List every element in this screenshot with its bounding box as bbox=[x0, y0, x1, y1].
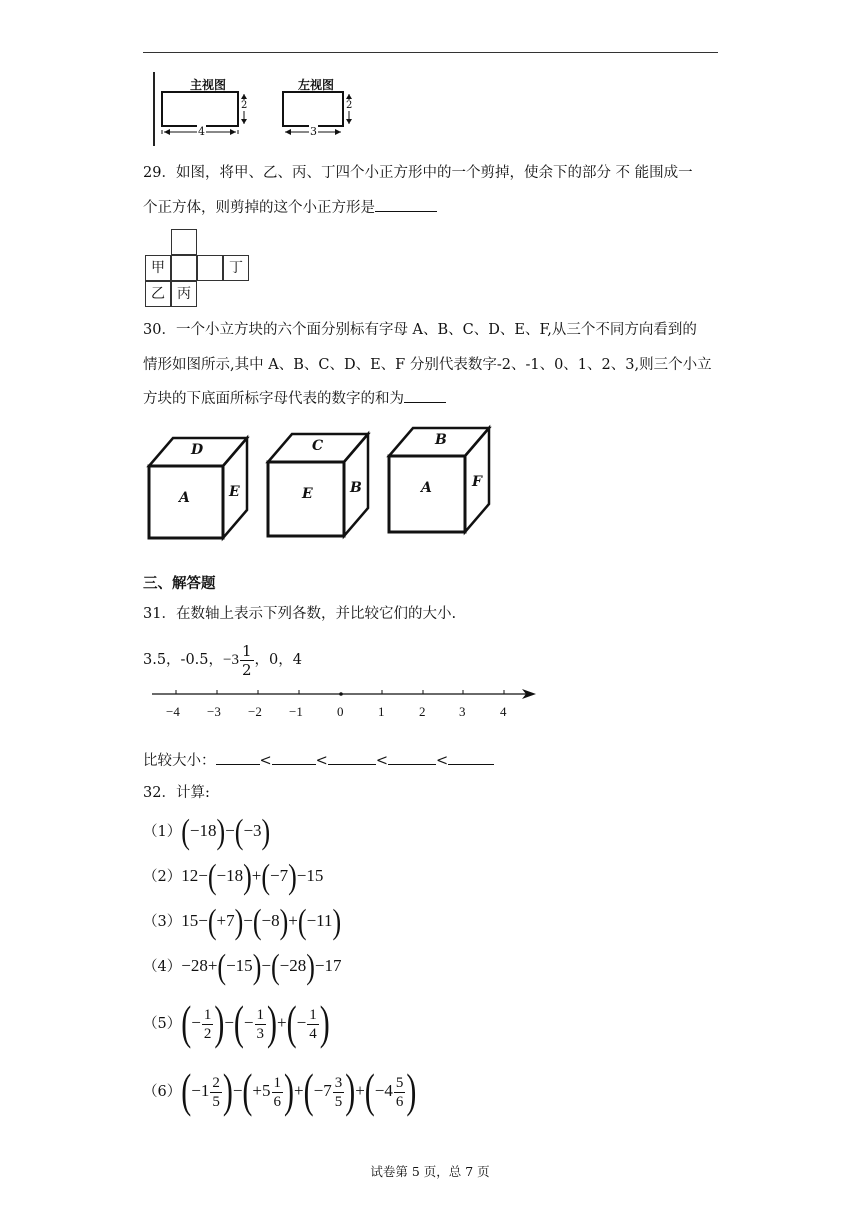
cube-2 bbox=[264, 428, 376, 540]
left-view-title: 左视图 bbox=[298, 78, 335, 92]
expr-6 bbox=[181, 1064, 417, 1118]
paren: ) bbox=[222, 1064, 233, 1118]
paren: ( bbox=[303, 1064, 314, 1118]
denominator: 5 bbox=[212, 1093, 220, 1110]
term: −1 bbox=[191, 1081, 210, 1100]
q30-line1: 30．一个小立方块的六个面分别标有字母 A、B、C、D、E、F,从三个不同方向看到的 bbox=[143, 322, 697, 338]
fraction bbox=[333, 1074, 345, 1111]
paren: ( bbox=[252, 901, 262, 941]
cube-2-top: C bbox=[312, 438, 324, 454]
q31-numbers bbox=[143, 640, 302, 680]
part-label: （1） bbox=[143, 824, 182, 840]
fraction bbox=[307, 1006, 319, 1043]
paren: ) bbox=[279, 901, 289, 941]
front-view-title: 主视图 bbox=[190, 78, 227, 92]
numerator: 1 bbox=[256, 1006, 265, 1023]
term: −11 bbox=[306, 911, 333, 930]
expr-3 bbox=[181, 901, 342, 941]
part-label: （4） bbox=[143, 959, 182, 975]
q31-numbers-b: ，0，4 bbox=[254, 652, 302, 668]
operator: − bbox=[225, 821, 235, 840]
paren: ) bbox=[406, 1064, 417, 1118]
q30-answer-blank[interactable] bbox=[404, 388, 446, 403]
header-rule bbox=[143, 52, 718, 53]
term: −15 bbox=[296, 866, 324, 885]
q29-answer-blank[interactable] bbox=[375, 197, 437, 212]
q32-part-4 bbox=[143, 946, 342, 986]
denominator: 6 bbox=[395, 1093, 404, 1110]
expr-5 bbox=[181, 996, 330, 1050]
q31-prompt: 31．在数轴上表示下列各数，并比较它们的大小. bbox=[143, 606, 457, 622]
q31-numbers-a: 3.5，-0.5， bbox=[143, 652, 224, 668]
operator: − bbox=[224, 1013, 234, 1032]
paren: ) bbox=[288, 856, 297, 896]
paren: ( bbox=[181, 1064, 192, 1118]
net-cell-ding: 丁 bbox=[223, 255, 249, 281]
operator: − bbox=[261, 956, 271, 975]
q29-line2-wrap bbox=[143, 197, 437, 218]
q32-part-2 bbox=[143, 856, 324, 896]
left-width-label: 3 bbox=[310, 125, 317, 138]
compare-blank-4[interactable] bbox=[388, 750, 436, 765]
part-label: （6） bbox=[143, 1084, 182, 1100]
tick-label: −2 bbox=[248, 704, 262, 719]
cube-3 bbox=[385, 424, 497, 536]
paren: ) bbox=[234, 901, 244, 941]
compare-blank-2[interactable] bbox=[272, 750, 316, 765]
cube-2-side: B bbox=[350, 480, 362, 496]
net-top-cell bbox=[171, 229, 197, 255]
paren: ( bbox=[297, 901, 307, 941]
q31-mixed-fraction bbox=[240, 642, 254, 679]
compare-blank-5[interactable] bbox=[448, 750, 494, 765]
term: 15− bbox=[181, 911, 208, 930]
cube-2-front: E bbox=[302, 486, 313, 502]
tick-label: −4 bbox=[166, 704, 180, 719]
numerator: 1 bbox=[273, 1074, 282, 1091]
paren: ( bbox=[270, 946, 280, 986]
lt-sign: < bbox=[375, 753, 388, 769]
part-label: （2） bbox=[143, 869, 182, 885]
term: +5 bbox=[252, 1081, 271, 1100]
paren: ) bbox=[243, 856, 252, 896]
operator: + bbox=[277, 1013, 287, 1032]
q31-frac-num: 1 bbox=[242, 641, 252, 660]
term: −3 bbox=[243, 821, 262, 840]
paren: ) bbox=[345, 1064, 356, 1118]
operator: + bbox=[251, 866, 262, 885]
denominator: 2 bbox=[203, 1025, 212, 1042]
q30-line2: 情形如图所示,其中 A、B、C、D、E、F 分别代表数字-2、-1、0、1、2、3,则三个小立 bbox=[143, 357, 712, 373]
q29-line2: 个正方体，则剪掉的这个小正方形是 bbox=[143, 200, 375, 216]
operator: − bbox=[232, 1081, 243, 1100]
cube-3-top: B bbox=[435, 432, 447, 448]
q32-part-1 bbox=[143, 811, 271, 851]
term: −28+ bbox=[181, 956, 218, 975]
q31-mixed-whole: −3 bbox=[223, 652, 239, 668]
cube-1-top: D bbox=[191, 442, 204, 458]
denominator: 5 bbox=[334, 1093, 343, 1110]
cube-3-front: A bbox=[421, 480, 432, 496]
cube-1-front: A bbox=[179, 490, 190, 506]
term: −18 bbox=[216, 866, 244, 885]
paren: ) bbox=[267, 996, 278, 1050]
net-cell-jia: 甲 bbox=[145, 255, 171, 281]
q30-line3-wrap bbox=[143, 388, 446, 409]
numerator: 1 bbox=[203, 1006, 212, 1023]
tick-label: 2 bbox=[419, 704, 426, 719]
tick-label: 0 bbox=[337, 704, 344, 719]
q31-compare bbox=[143, 750, 494, 771]
lt-sign: < bbox=[315, 753, 328, 769]
term: − bbox=[296, 1013, 307, 1032]
paren: ( bbox=[234, 811, 244, 851]
number-line bbox=[150, 686, 540, 726]
front-height-label: 2 bbox=[241, 100, 248, 111]
q32-prompt: 32．计算: bbox=[143, 785, 210, 801]
number-line-axis bbox=[150, 686, 540, 700]
expr-4 bbox=[181, 946, 342, 986]
three-view-figure bbox=[150, 66, 360, 150]
paren: ( bbox=[207, 856, 217, 896]
numerator: 3 bbox=[334, 1074, 343, 1091]
paren: ) bbox=[214, 996, 225, 1050]
compare-blank-1[interactable] bbox=[216, 750, 260, 765]
paren: ) bbox=[284, 1064, 295, 1118]
net-middle-cell-1 bbox=[171, 255, 197, 281]
lt-sign: < bbox=[435, 753, 449, 769]
section-heading: 三、解答题 bbox=[143, 575, 216, 592]
q32-part-6 bbox=[143, 1066, 416, 1116]
left-height-label: 2 bbox=[346, 100, 353, 111]
term: − bbox=[243, 1013, 254, 1032]
term: −18 bbox=[189, 821, 217, 840]
paren: ( bbox=[181, 811, 190, 851]
page-footer: 试卷第 5 页，总 7 页 bbox=[370, 1164, 490, 1179]
denominator: 6 bbox=[273, 1093, 282, 1110]
term: −17 bbox=[314, 956, 342, 975]
fraction bbox=[210, 1074, 222, 1111]
part-label: （5） bbox=[143, 1016, 182, 1032]
term: 12− bbox=[181, 866, 208, 885]
term: − bbox=[191, 1013, 201, 1032]
tick-label: −1 bbox=[289, 704, 303, 719]
fraction bbox=[255, 1006, 267, 1043]
lt-sign: < bbox=[259, 753, 272, 769]
denominator: 3 bbox=[256, 1025, 265, 1042]
term: −7 bbox=[270, 866, 289, 885]
term: +7 bbox=[216, 911, 235, 930]
paren: ( bbox=[233, 996, 244, 1050]
three-view-drawing bbox=[150, 66, 360, 150]
paren: ( bbox=[242, 1064, 253, 1118]
term: −28 bbox=[279, 956, 307, 975]
q32-part-3 bbox=[143, 901, 342, 941]
fraction bbox=[394, 1074, 406, 1111]
numerator: 1 bbox=[309, 1006, 317, 1023]
paren: ) bbox=[216, 811, 226, 851]
net-middle-cell-2 bbox=[197, 255, 223, 281]
q30-line3: 方块的下底面所标字母代表的数字的和为 bbox=[143, 391, 404, 407]
term: −7 bbox=[313, 1081, 332, 1100]
cube-1 bbox=[145, 430, 255, 542]
numerator: 2 bbox=[212, 1074, 220, 1091]
numerator: 5 bbox=[395, 1074, 404, 1091]
term: −8 bbox=[261, 911, 280, 930]
part-label: （3） bbox=[143, 914, 182, 930]
paren: ) bbox=[332, 901, 342, 941]
tick-label: −3 bbox=[207, 704, 221, 719]
compare-blank-3[interactable] bbox=[328, 750, 376, 765]
operator: + bbox=[355, 1081, 365, 1100]
q31-frac-den: 2 bbox=[242, 660, 252, 679]
denominator: 4 bbox=[309, 1025, 317, 1042]
q32-part-5 bbox=[143, 998, 330, 1048]
operator: + bbox=[288, 911, 298, 930]
front-width-label: 4 bbox=[198, 125, 205, 138]
compare-label: 比较大小： bbox=[143, 753, 216, 769]
paren: ) bbox=[252, 946, 262, 986]
term: −15 bbox=[226, 956, 253, 975]
q29-net bbox=[145, 229, 255, 309]
expr-1 bbox=[181, 811, 271, 851]
paren: ( bbox=[286, 996, 297, 1050]
tick-label: 4 bbox=[500, 704, 507, 719]
paren: ( bbox=[207, 901, 217, 941]
term: −4 bbox=[374, 1081, 393, 1100]
net-cell-bing: 丙 bbox=[171, 281, 197, 307]
paren: ( bbox=[364, 1064, 375, 1118]
cube-3-side: F bbox=[472, 474, 482, 490]
operator: − bbox=[243, 911, 253, 930]
paren: ) bbox=[306, 946, 315, 986]
fraction bbox=[202, 1006, 214, 1043]
net-cell-yi: 乙 bbox=[145, 281, 171, 307]
fraction bbox=[272, 1074, 284, 1111]
q29-line1: 29．如图，将甲、乙、丙、丁四个小正方形中的一个剪掉，使余下的部分 不 能围成一 bbox=[143, 165, 693, 181]
paren: ) bbox=[319, 996, 330, 1050]
paren: ( bbox=[261, 856, 271, 896]
cube-1-side: E bbox=[229, 484, 240, 500]
operator: + bbox=[294, 1081, 304, 1100]
expr-2 bbox=[181, 856, 324, 896]
paren: ( bbox=[217, 946, 227, 986]
tick-label: 3 bbox=[459, 704, 466, 719]
paren: ( bbox=[181, 996, 192, 1050]
tick-label: 1 bbox=[378, 704, 385, 719]
paren: ) bbox=[261, 811, 271, 851]
